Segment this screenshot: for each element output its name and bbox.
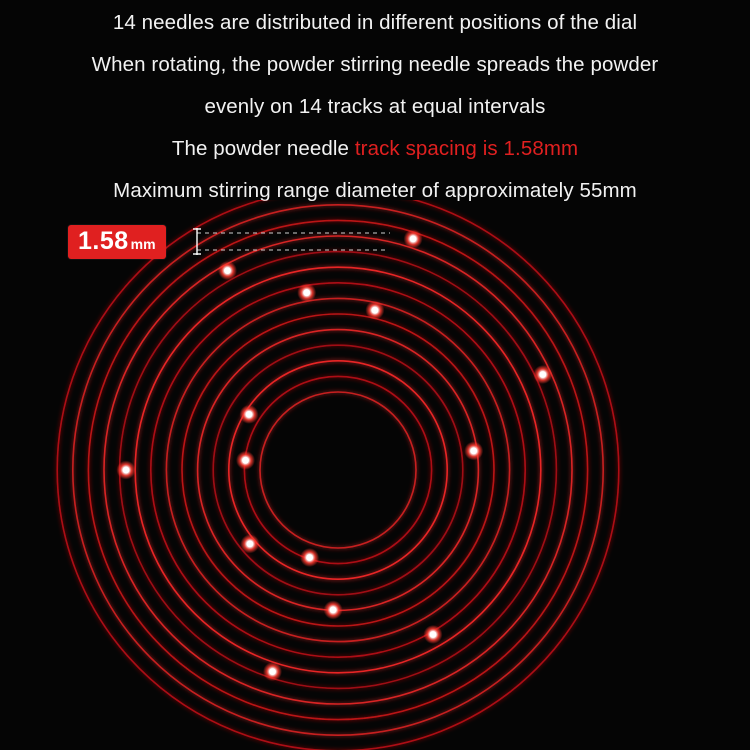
needle-5 <box>539 371 546 378</box>
needle-dots <box>117 229 553 681</box>
track-ring <box>88 220 587 719</box>
caption-line-5-text: Maximum stirring range diameter of approximately 55mm <box>113 179 637 202</box>
caption-block <box>0 0 750 212</box>
track-ring <box>260 392 416 548</box>
caption-line-4-text: The powder needle <box>171 137 355 160</box>
needle-3 <box>303 289 310 296</box>
track-spacing-badge <box>68 225 166 259</box>
track-ring <box>198 330 479 611</box>
needle-10 <box>306 554 313 561</box>
caption-line-3 <box>0 86 750 128</box>
needle-4 <box>372 307 379 314</box>
caption-line-4-highlight: track spacing is 1.58mm <box>354 137 579 160</box>
needle-14 <box>123 467 130 474</box>
track-ring <box>229 361 447 579</box>
track-ring <box>151 283 525 657</box>
needle-8 <box>242 457 249 464</box>
track-ring <box>166 298 509 641</box>
caption-line-4 <box>0 128 750 170</box>
caption-line-2 <box>0 44 750 86</box>
needle-12 <box>430 631 437 638</box>
diagram-svg <box>0 200 750 750</box>
spiral-track-diagram <box>0 200 750 750</box>
track-ring <box>244 376 431 563</box>
track-ring <box>213 345 463 595</box>
needle-6 <box>470 448 477 455</box>
caption-line-1 <box>0 2 750 44</box>
needle-1 <box>410 236 417 243</box>
needle-11 <box>330 607 337 614</box>
needle-2 <box>224 267 231 274</box>
caption-line-1-text: 14 needles are distributed in different positions of the dial <box>112 11 638 34</box>
track-spacing-unit: mm <box>130 236 156 252</box>
track-ring <box>120 252 557 689</box>
caption-line-2-text: When rotating, the powder stirring needle spreads the powder <box>91 53 659 76</box>
track-rings <box>57 200 619 750</box>
track-spacing-value: 1.58 <box>78 227 129 255</box>
track-ring <box>104 236 572 704</box>
track-ring <box>73 205 603 735</box>
needle-13 <box>269 668 276 675</box>
needle-7 <box>246 411 253 418</box>
caption-line-3-text: evenly on 14 tracks at equal intervals <box>204 95 546 118</box>
needle-9 <box>247 541 254 548</box>
